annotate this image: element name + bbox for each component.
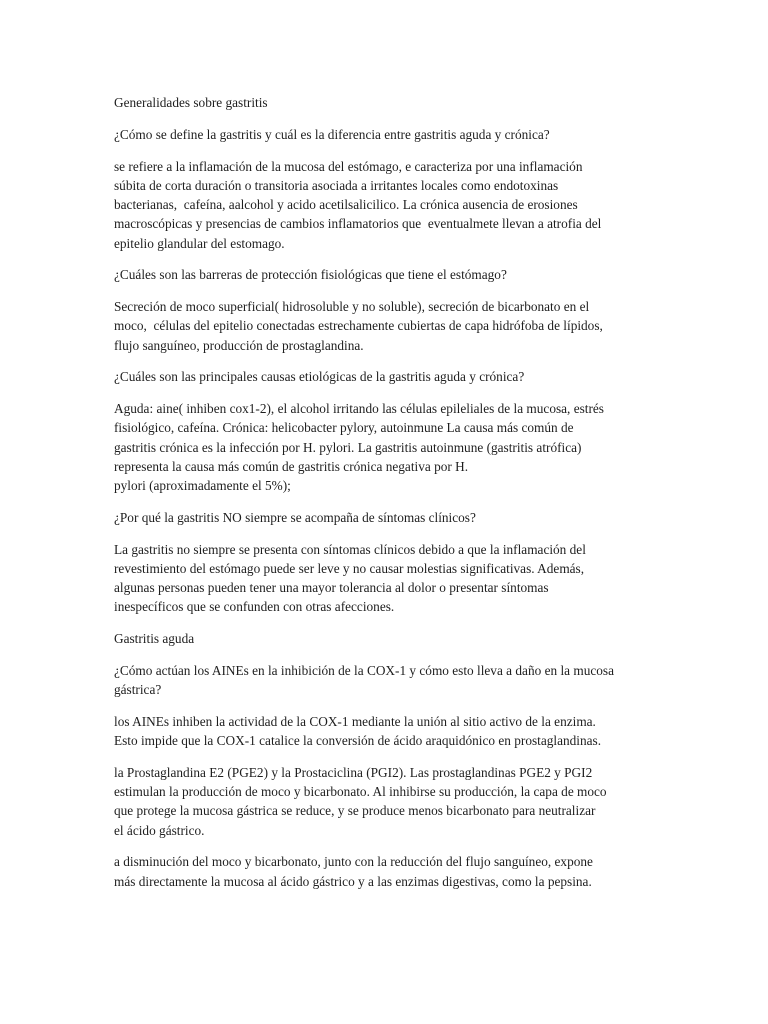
text-line: que protege la mucosa gástrica se reduce, y se produce menos bicarbonato para neutralizar bbox=[114, 803, 596, 819]
text-line: moco, células del epitelio conectadas estrechamente cubiertas de capa hidrófoba de lípidos, bbox=[114, 318, 603, 334]
answer-symptoms bbox=[114, 540, 768, 617]
question-causes bbox=[114, 367, 768, 386]
text-line: representa la causa más común de gastritis crónica negativa por H. bbox=[114, 458, 469, 474]
text-line: fisiológico, cafeína. Crónica: helicobacter pylory, autoinmune La causa más común de bbox=[114, 420, 574, 436]
text-line: revestimiento del estómago puede ser leve y no causar molestias significativas. Además, bbox=[114, 560, 585, 576]
text-line: Esto impide que la COX-1 catalice la conversión de ácido araquidónico en prostaglandinas. bbox=[114, 733, 602, 748]
text-line: ¿Cómo se define la gastritis y cuál es la diferencia entre gastritis aguda y crónica? bbox=[114, 126, 550, 142]
text-line: gastritis crónica es la infección por H. pylori. La gastritis autoinmune (gastritis atrófica) bbox=[114, 439, 582, 455]
text-line: La gastritis no siempre se presenta con síntomas clínicos debido a que la inflamación del bbox=[114, 541, 586, 557]
question-definition bbox=[114, 125, 768, 144]
text-line: pylori (aproximadamente el 5%); bbox=[114, 478, 291, 493]
text-line: algunas personas pueden tener una mayor tolerancia al dolor o presentar síntomas bbox=[114, 580, 549, 595]
text-line: ¿Cuáles son las principales causas etiológicas de la gastritis aguda y crónica? bbox=[114, 369, 525, 385]
text-line: los AINEs inhiben la actividad de la COX-1 mediante la unión al sitio activo de la enzima. bbox=[114, 713, 596, 729]
text-line: Gastritis aguda bbox=[114, 631, 195, 646]
text-line: bacterianas, cafeína, aalcohol y acido acetilsalicilico. La crónica ausencia de erosiones bbox=[114, 197, 578, 212]
question-barriers bbox=[114, 265, 768, 284]
text-line: Secreción de moco superficial( hidrosoluble y no soluble), secreción de bicarbonato en el bbox=[114, 299, 590, 314]
text-line: estimulan la producción de moco y bicarbonato. Al inhibirse su producción, la capa de moco bbox=[114, 784, 607, 799]
text-line: gástrica? bbox=[114, 682, 162, 697]
document-title bbox=[114, 93, 768, 112]
text-line: más directamente la mucosa al ácido gástrico y a las enzimas digestivas, como la pepsina. bbox=[114, 873, 592, 889]
text-line: inespecíficos que se confunden con otras afecciones. bbox=[114, 599, 395, 615]
text-line: epitelio glandular del estomago. bbox=[114, 235, 285, 251]
text-line: Generalidades sobre gastritis bbox=[114, 95, 268, 110]
question-aines bbox=[114, 661, 768, 700]
answer-barriers bbox=[114, 297, 768, 355]
text-line: ¿Cómo actúan los AINEs en la inhibición de la COX-1 y cómo esto lleva a daño en la mucosa bbox=[114, 662, 614, 678]
text-line: flujo sanguíneo, producción de prostaglandina. bbox=[114, 337, 364, 353]
text-line: la Prostaglandina E2 (PGE2) y la Prostaciclina (PGI2). Las prostaglandinas PGE2 y PGI2 bbox=[114, 764, 593, 780]
answer-causes bbox=[114, 399, 768, 495]
text-line: a disminución del moco y bicarbonato, junto con la reducción del flujo sanguíneo, expone bbox=[114, 854, 593, 870]
answer-mucosa-damage bbox=[114, 852, 768, 891]
answer-aines-mechanism bbox=[114, 712, 768, 751]
text-line: se refiere a la inflamación de la mucosa del estómago, e caracteriza por una inflamación bbox=[114, 158, 583, 174]
answer-prostaglandins bbox=[114, 763, 768, 840]
text-line: macroscópicas y presencias de cambios inflamatorios que eventualmete llevan a atrofia del bbox=[114, 216, 602, 232]
text-line: el ácido gástrico. bbox=[114, 822, 205, 838]
section-heading-gastritis-aguda bbox=[114, 629, 768, 648]
text-line: súbita de corta duración o transitoria asociada a irritantes locales como endotoxinas bbox=[114, 177, 559, 193]
question-symptoms bbox=[114, 508, 768, 527]
text-line: ¿Cuáles son las barreras de protección fisiológicas que tiene el estómago? bbox=[114, 267, 507, 283]
answer-definition bbox=[114, 157, 768, 253]
text-line: Aguda: aine( inhiben cox1-2), el alcohol irritando las células epileliales de la mucosa, estrés bbox=[114, 401, 604, 416]
text-line: ¿Por qué la gastritis NO siempre se acompaña de síntomas clínicos? bbox=[114, 509, 476, 525]
